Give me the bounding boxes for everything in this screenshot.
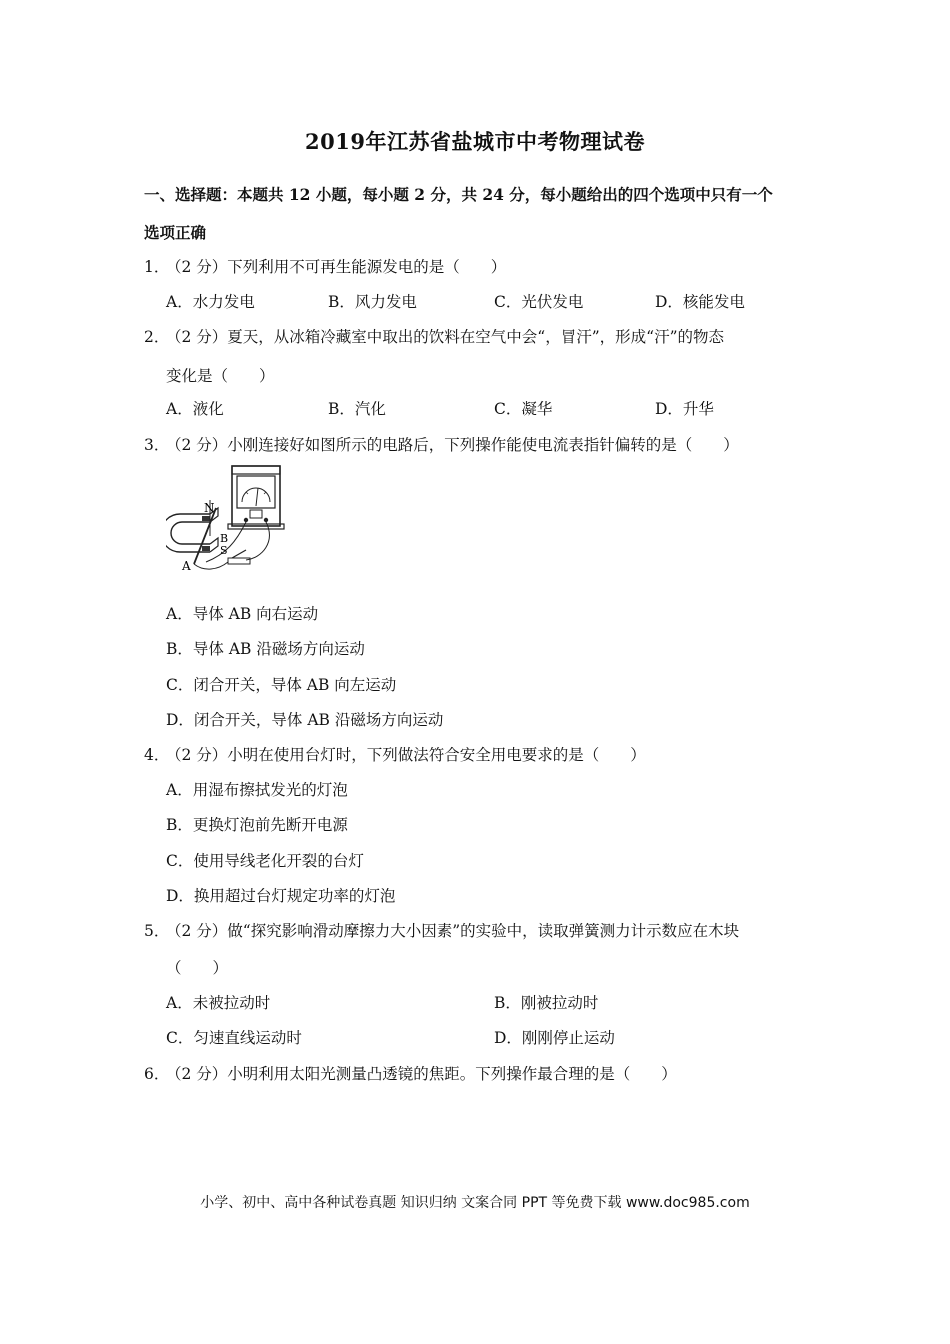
option-3c: C．闭合开关，导体 AB 向左运动 [166,676,397,694]
wire [194,562,228,569]
page-title: 2019年江苏省盐城市中考物理试卷 [305,129,645,154]
question-number: 4． [144,746,170,764]
option-4a: A．用湿布擦拭发光的灯泡 [166,781,348,799]
galvanometer-icon [228,466,284,529]
switch-icon [228,550,250,564]
label-b: B [220,532,229,545]
page-footer: 小学、初中、高中各种试卷真题 知识归纳 文案合同 PPT 等免费下载 www.doc985.com [200,1195,750,1211]
option-2b: B．汽化 [328,400,386,418]
option-5b: B．刚被拉动时 [494,994,599,1012]
question-6 [144,1062,677,1084]
option-2d: D．升华 [655,400,714,418]
option-3b: B．导体 AB 沿磁场方向运动 [166,640,365,658]
label-n: N [204,501,215,515]
question-3 [144,433,739,455]
option-3a: A．导体 AB 向右运动 [166,605,319,623]
option-2a: A．液化 [166,400,224,418]
circuit-figure [166,462,296,574]
section-heading-line1: 一、选择题：本题共 12 小题，每小题 2 分，共 24 分，每小题给出的四个选项中只有一个 [144,185,773,204]
option-3d: D．闭合开关，导体 AB 沿磁场方向运动 [166,711,444,729]
question-number: 6． [144,1065,170,1083]
option-1c: C．光伏发电 [494,293,584,311]
question-5-continued: （ ） [166,959,229,977]
question-text: （2 分）夏天，从冰箱冷藏室中取出的饮料在空气中会“，冒汗”，形成“汗”的物态 [166,328,724,346]
option-1b: B．风力发电 [328,293,417,311]
question-text: （2 分）做“探究影响滑动摩擦力大小因素”的实验中，读取弹簧测力计示数应在木块 [166,922,740,940]
question-5 [144,919,739,941]
option-5c: C．匀速直线运动时 [166,1029,302,1047]
question-1 [144,255,506,277]
wire [246,522,269,560]
option-4c: C．使用导线老化开裂的台灯 [166,852,364,870]
section-heading-line2: 选项正确 [144,223,207,242]
option-4b: B．更换灯泡前先断开电源 [166,816,348,834]
question-4 [144,743,646,765]
question-2 [144,325,724,347]
question-text: （2 分）小明利用太阳光测量凸透镜的焦距。下列操作最合理的是（ ） [166,1065,677,1083]
question-text: （2 分）小刚连接好如图所示的电路后，下列操作能使电流表指针偏转的是（ ） [166,436,739,454]
option-4d: D．换用超过台灯规定功率的灯泡 [166,887,396,905]
option-5a: A．未被拉动时 [166,994,271,1012]
option-1d: D．核能发电 [655,293,745,311]
label-s: S [220,544,228,557]
question-number: 3． [144,436,170,454]
option-2c: C．凝华 [494,400,553,418]
question-text: （2 分）小明在使用台灯时，下列做法符合安全用电要求的是（ ） [166,746,646,764]
question-text: （2 分）下列利用不可再生能源发电的是（ ） [166,258,507,276]
question-number: 1． [144,258,170,276]
question-number: 2． [144,328,170,346]
question-number: 5． [144,922,170,940]
label-a: A [182,559,191,573]
question-2-continued: 变化是（ ） [166,367,275,385]
option-5d: D．刚刚停止运动 [494,1029,615,1047]
option-1a: A．水力发电 [166,293,255,311]
